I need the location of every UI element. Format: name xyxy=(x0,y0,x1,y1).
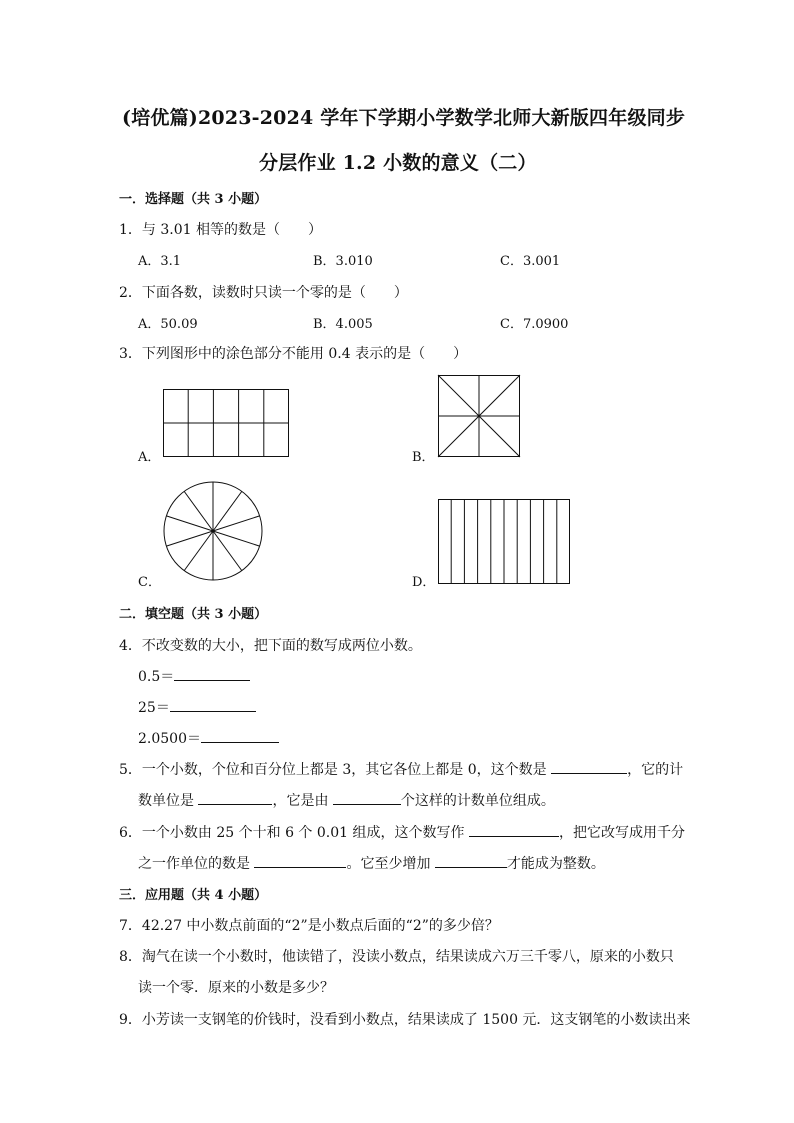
question-2-option-a: A．50.09 xyxy=(138,317,198,332)
question-5-blank-3[interactable] xyxy=(333,790,401,805)
section-heading-choice: 一．选择题（共 3 小题） xyxy=(119,192,268,207)
question-6-part-4: 。它至少增加 xyxy=(346,856,431,872)
question-4-item-2 xyxy=(138,697,256,717)
circle-spoke xyxy=(184,531,213,571)
question-4-item-2-label: 25＝ xyxy=(138,700,170,716)
question-2-option-c: C．7.0900 xyxy=(500,317,569,332)
section-heading-fill: 二．填空题（共 3 小题） xyxy=(119,607,268,622)
question-4-blank-3[interactable] xyxy=(201,728,279,743)
question-4-item-1 xyxy=(138,666,250,686)
circle-spoke xyxy=(184,491,213,531)
question-4-item-3 xyxy=(138,728,279,748)
question-5-part-2: ，它的计 xyxy=(627,762,684,778)
circle-spoke xyxy=(213,531,260,546)
question-1-option-b: B．3.010 xyxy=(313,254,373,269)
section-heading-application: 三．应用题（共 4 小题） xyxy=(119,888,268,903)
question-1-stem: 1．与 3.01 相等的数是（ ） xyxy=(119,222,322,238)
circle-spoke xyxy=(213,531,242,571)
title-line-2: 分层作业 1.2 小数的意义（二） xyxy=(259,152,537,174)
question-9-line-1: 9．小芳读一支钢笔的价钱时，没看到小数点，结果读成了 1500 元．这支钢笔的小数读出来 xyxy=(119,1012,691,1028)
question-3-option-d: D． xyxy=(412,575,436,590)
question-5-line-1 xyxy=(119,759,683,779)
question-1-option-c: C．3.001 xyxy=(500,254,561,269)
question-6-blank-1[interactable] xyxy=(469,822,559,837)
question-5-part-3: 数单位是 xyxy=(138,793,194,809)
question-6-line-2 xyxy=(138,853,605,873)
question-5-part-4: ，它是由 xyxy=(272,793,329,809)
question-3-option-c: C． xyxy=(138,575,161,590)
question-6-part-5: 才能成为整数。 xyxy=(506,856,605,872)
question-4-blank-2[interactable] xyxy=(170,697,256,712)
question-5-part-5: 个这样的计数单位组成。 xyxy=(400,793,555,809)
question-4-stem: 4．不改变数的大小，把下面的数写成两位小数。 xyxy=(119,638,422,654)
question-5-part-1: 5．一个小数，个位和百分位上都是 3，其它各位上都是 0，这个数是 xyxy=(119,762,547,778)
question-5-blank-1[interactable] xyxy=(551,759,627,774)
title-line-1: (培优篇)2023-2024 学年下学期小学数学北师大新版四年级同步 xyxy=(122,107,686,129)
question-3-option-a: A． xyxy=(138,450,161,465)
figure-d-columns xyxy=(438,499,570,584)
question-8-line-1: 8．淘气在读一个小数时，他读错了，没读小数点，结果读成六万三千零八，原来的小数只 xyxy=(119,949,674,965)
question-6-part-2: ，把它改写成用千分 xyxy=(558,825,685,841)
circle-spoke xyxy=(213,491,242,531)
question-6-line-1 xyxy=(119,822,685,842)
circle-spoke xyxy=(166,531,213,546)
question-6-blank-2[interactable] xyxy=(254,853,346,868)
question-5-line-2 xyxy=(138,790,555,810)
question-4-item-3-label: 2.0500＝ xyxy=(138,731,201,747)
question-2-stem: 2．下面各数，读数时只读一个零的是（ ） xyxy=(119,285,408,301)
figure-b-square xyxy=(438,375,520,457)
question-6-blank-3[interactable] xyxy=(435,853,507,868)
question-1-option-a: A．3.1 xyxy=(138,254,182,269)
question-2-option-b: B．4.005 xyxy=(313,317,373,332)
figure-c-circle xyxy=(163,481,263,581)
circle-spoke xyxy=(213,516,260,531)
question-7: 7．42.27 中小数点前面的“2”是小数点后面的“2”的多少倍？ xyxy=(119,918,499,934)
figure-a-grid xyxy=(163,389,289,457)
question-3-stem: 3．下列图形中的涂色部分不能用 0.4 表示的是（ ） xyxy=(119,346,468,362)
question-8-line-2: 读一个零．原来的小数是多少？ xyxy=(138,980,334,996)
question-4-item-1-label: 0.5＝ xyxy=(138,669,175,685)
circle-spoke xyxy=(166,516,213,531)
question-6-part-1: 6．一个小数由 25 个十和 6 个 0.01 组成，这个数写作 xyxy=(119,825,465,841)
question-4-blank-1[interactable] xyxy=(174,666,250,681)
question-3-option-b: B． xyxy=(412,450,435,465)
question-5-blank-2[interactable] xyxy=(198,790,272,805)
question-6-part-3: 之一作单位的数是 xyxy=(138,856,250,872)
